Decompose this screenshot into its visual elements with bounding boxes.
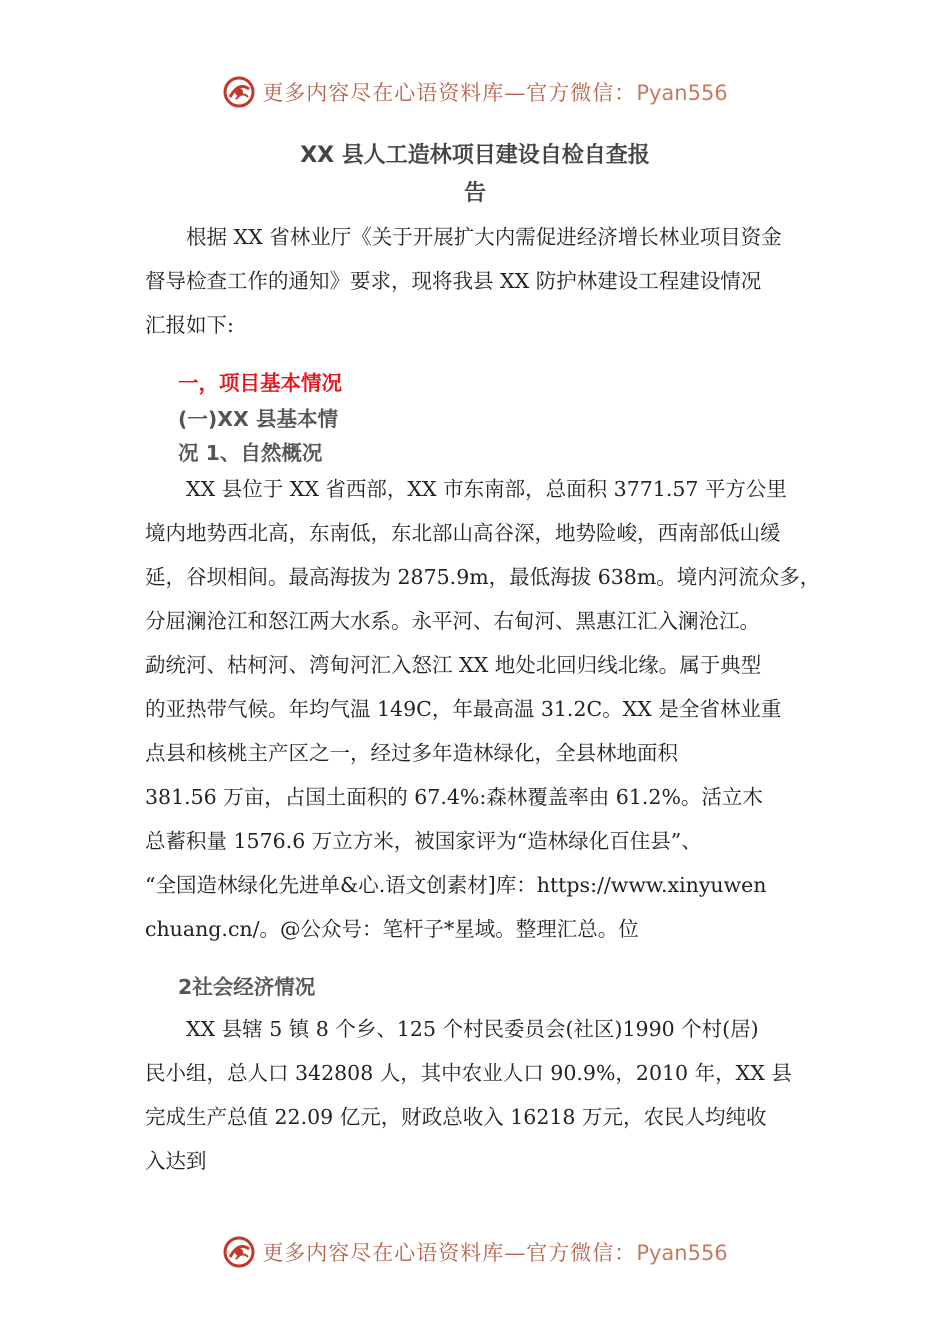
watermark-text: 更多内容尽在心语资料库—官方微信：Pyan556 (262, 1241, 728, 1265)
logo-icon (222, 1235, 256, 1269)
natural-line: 点县和核桃主产区之一，经过多年造林绿化，全县林地面积 (145, 741, 678, 765)
economy-line: 民小组，总人口 342808 人，其中农业人口 90.9%，2010 年，XX 县 (145, 1061, 792, 1085)
watermark-top (0, 72, 950, 112)
natural-line: 境内地势西北高，东南低，东北部山高谷深，地势险峻，西南部低山缓 (145, 521, 781, 545)
watermark-text: 更多内容尽在心语资料库—官方微信：Pyan556 (262, 81, 728, 105)
natural-line: XX 县位于 XX 省西部，XX 市东南部，总面积 3771.57 平方公里 (145, 477, 787, 501)
economy-line: 入达到 (145, 1149, 207, 1173)
natural-line: 分屈澜沧江和怒江两大水系。永平河、右甸河、黑惠江汇入澜沧江。 (145, 609, 760, 633)
logo-icon (222, 75, 256, 109)
subsection-heading: 况 1、自然概况 (178, 441, 323, 465)
document-title-line-2: 告 (463, 181, 486, 206)
natural-line: 381.56 万亩，占国土面积的 67.4%:森林覆盖率由 61.2%。活立木 (145, 785, 763, 809)
natural-line: “全国造林绿化先进单&心.语文创素材]库：https://www.xinyuwen (145, 873, 767, 897)
watermark-bottom (0, 1232, 950, 1272)
natural-line: 延，谷坝相间。最高海拔为 2875.9m，最低海拔 638m。境内河流众多， (145, 565, 821, 589)
natural-line: 勐统河、枯柯河、湾甸河汇入怒江 XX 地处北回归线北缘。属于典型 (145, 653, 762, 677)
section-heading: 一，项目基本情况 (178, 371, 342, 395)
intro-line: 汇报如下: (145, 313, 234, 337)
economy-line: XX 县辖 5 镇 8 个乡、125 个村民委员会(社区)1990 个村(居) (145, 1017, 759, 1041)
natural-line: chuang.cn/。@公众号：笔杆子*星域。整理汇总。位 (145, 917, 639, 941)
document-title-line-1: XX 县人工造林项目建设自检自查报 (300, 143, 650, 168)
natural-line: 的亚热带气候。年均气温 149C，年最高温 31.2C。XX 是全省林业重 (145, 697, 782, 721)
subsection-heading: 2社会经济情况 (178, 975, 316, 999)
economy-line: 完成生产总值 22.09 亿元，财政总收入 16218 万元，农民人均纯收 (145, 1105, 767, 1129)
intro-line: 督导检查工作的通知》要求，现将我县 XX 防护林建设工程建设情况 (145, 269, 762, 293)
intro-line: 根据 XX 省林业厅《关于开展扩大内需促进经济增长林业项目资金 (145, 225, 782, 249)
natural-line: 总蓄积量 1576.6 万立方米，被国家评为“造林绿化百住县”、 (145, 829, 702, 853)
subsection-heading: (一)XX 县基本情 (178, 407, 338, 431)
